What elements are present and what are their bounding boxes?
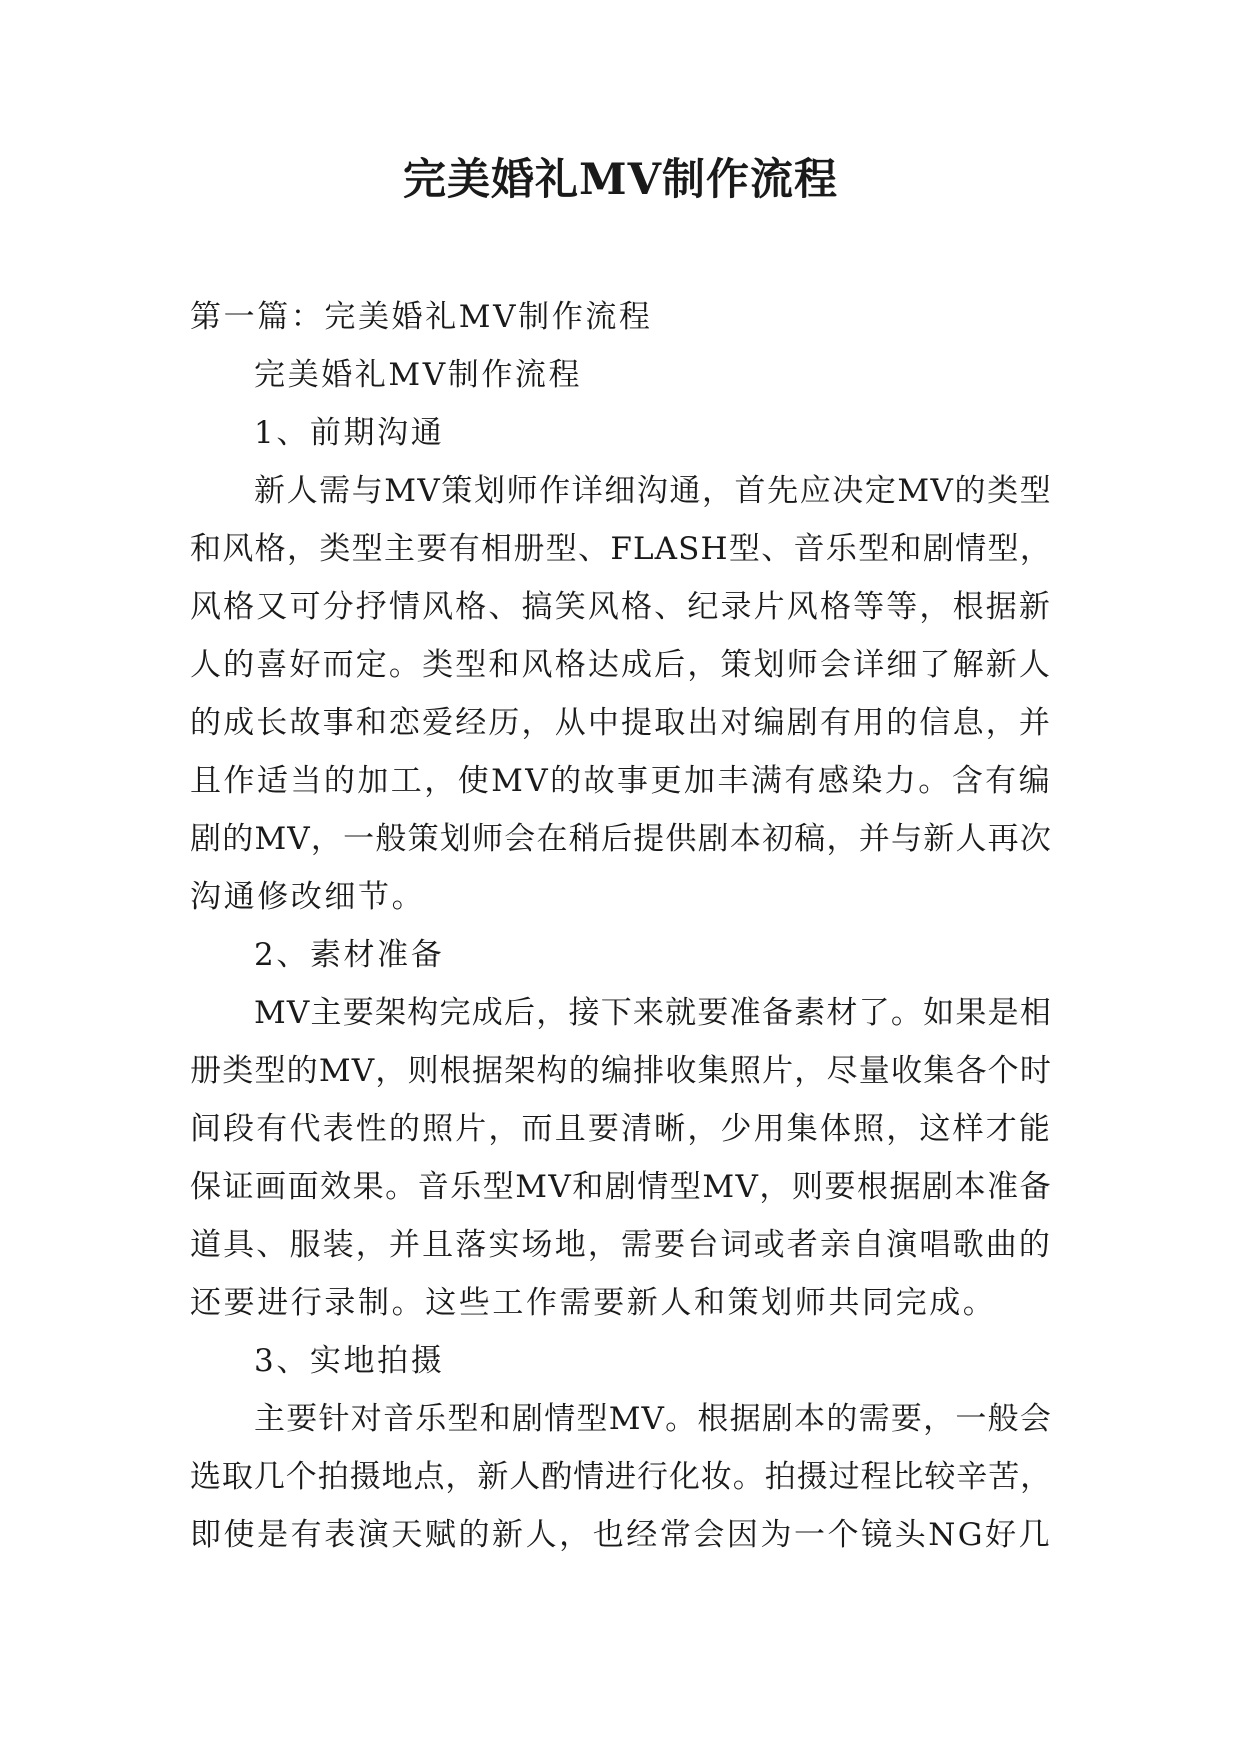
text-line: 人的喜好而定。类型和风格达成后，策划师会详细了解新人 [190,647,1052,683]
section-heading: 3、实地拍摄 [254,1343,445,1379]
text-line: 道具、服装，并且落实场地，需要台词或者亲自演唱歌曲的 [190,1227,1052,1263]
text-line: 风格又可分抒情风格、搞笑风格、纪录片风格等等，根据新 [190,589,1052,625]
text-line: 沟通修改细节。 [190,879,426,915]
text-line: 即使是有表演天赋的新人，也经常会因为一个镜头NG好几 [190,1517,1052,1553]
document-body [190,288,1052,1564]
text-line: 册类型的MV，则根据架构的编排收集照片，尽量收集各个时 [190,1053,1052,1089]
text-line: 完美婚礼MV制作流程 [254,357,583,393]
text-line: 和风格，类型主要有相册型、FLASH型、音乐型和剧情型， [190,531,1052,567]
document-title: 完美婚礼MV制作流程 [403,155,838,205]
text-line: 主要针对音乐型和剧情型MV。根据剧本的需要，一般会 [254,1401,1052,1437]
text-line: 且作适当的加工，使MV的故事更加丰满有感染力。含有编 [190,763,1052,799]
text-line: MV主要架构完成后，接下来就要准备素材了。如果是相 [254,995,1052,1031]
text-line: 保证画面效果。音乐型MV和剧情型MV，则要根据剧本准备 [190,1169,1052,1205]
text-line: 新人需与MV策划师作详细沟通，首先应决定MV的类型 [254,473,1052,509]
text-line: 剧的MV，一般策划师会在稍后提供剧本初稿，并与新人再次 [190,821,1052,857]
text-line: 间段有代表性的照片，而且要清晰，少用集体照，这样才能 [190,1111,1052,1147]
text-line: 的成长故事和恋爱经历，从中提取出对编剧有用的信息，并 [190,705,1052,741]
text-line: 还要进行录制。这些工作需要新人和策划师共同完成。 [190,1285,997,1321]
text-line: 第一篇：完美婚礼MV制作流程 [190,299,653,335]
text-line: 选取几个拍摄地点，新人酌情进行化妆。拍摄过程比较辛苦， [190,1459,1052,1495]
section-heading: 1、前期沟通 [254,415,445,451]
section-heading: 2、素材准备 [254,937,445,973]
